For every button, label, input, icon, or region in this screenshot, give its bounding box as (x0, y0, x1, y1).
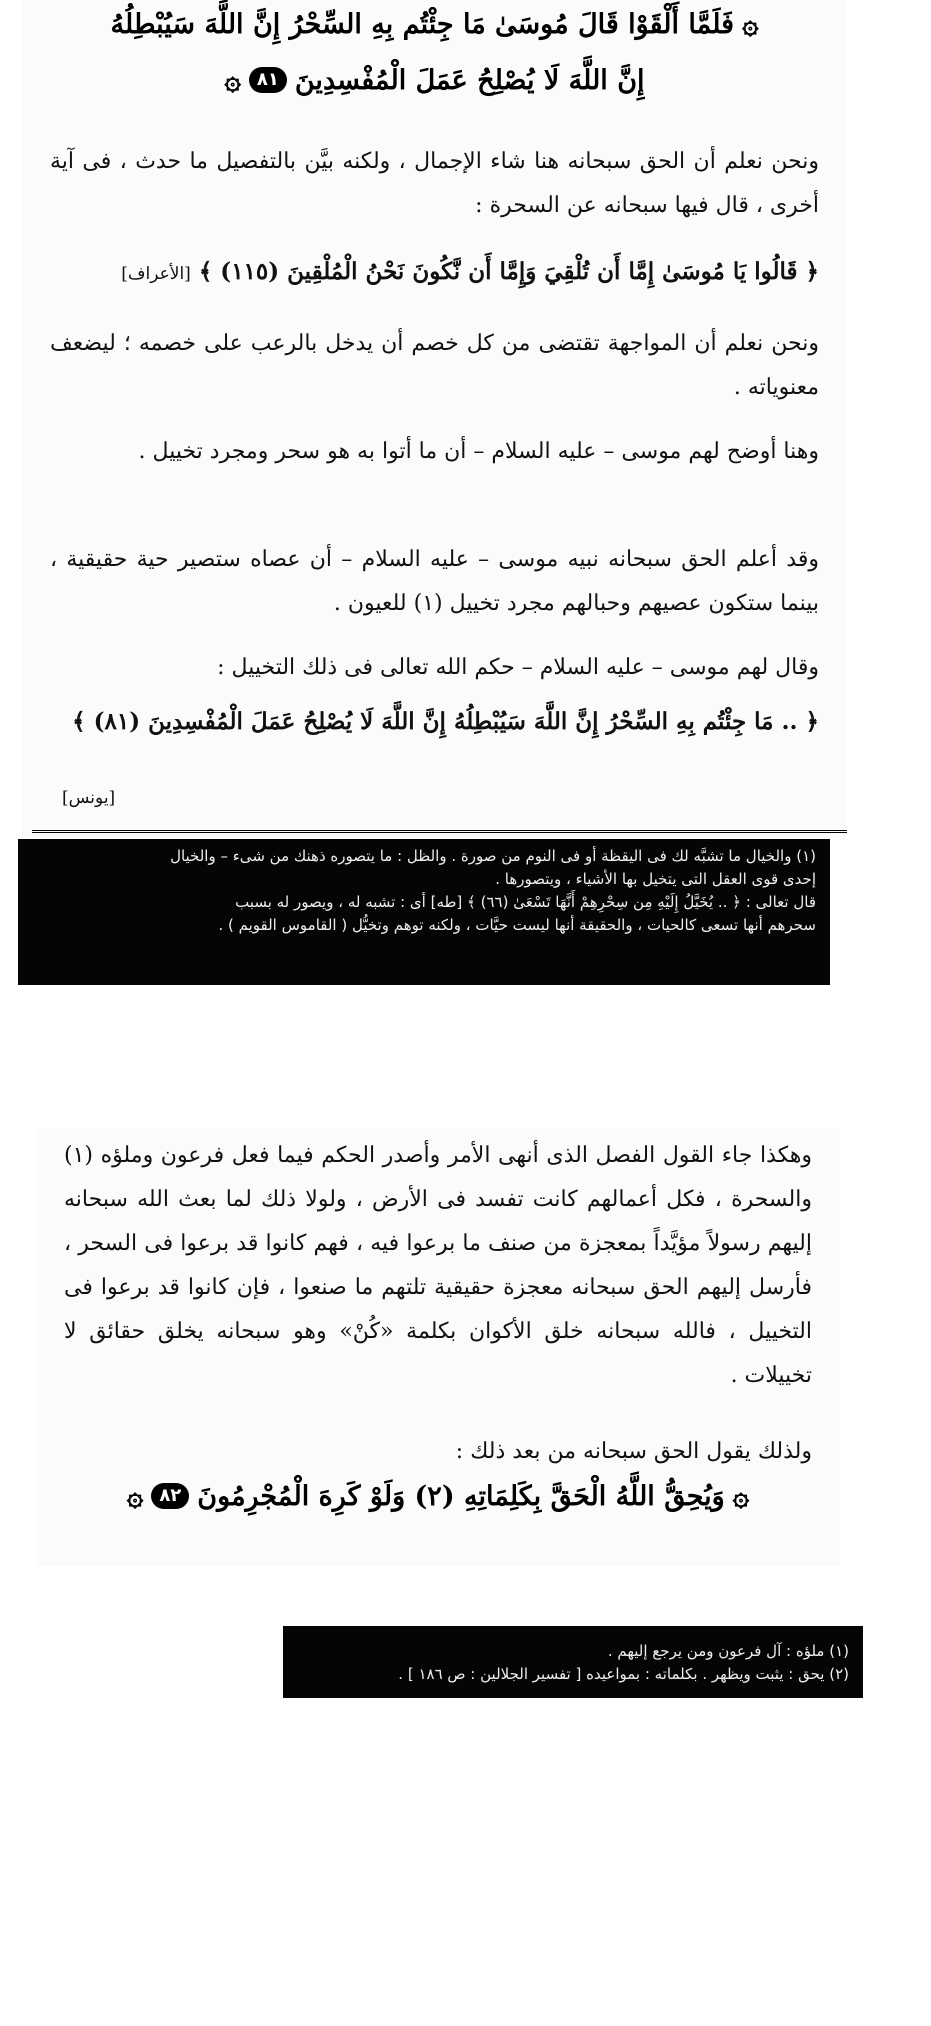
footnote-line: إحدى قوى العقل التى يتخيل بها الأشياء ، ويتصورها . (495, 870, 816, 888)
verse-text: فَلَمَّا أَلْقَوْا قَالَ مُوسَىٰ مَا جِئْتُم بِهِ السِّحْرُ إِنَّ اللَّهَ سَيُبْطِلُهُ (110, 8, 735, 40)
quranic-quote: ﴿ .. مَا جِئْتُم بِهِ السِّحْرُ إِنَّ اللَّهَ سَيُبْطِلُهُ إِنَّ اللَّهَ لَا يُصْلِحُ عَمَلَ الْمُفْسِدِينَ (٨١) ﴾ (72, 708, 819, 735)
ornament-icon: ۞ (742, 7, 759, 40)
scanned-page-1 (22, 0, 847, 840)
footnote-line: سحرهم أنها تسعى كالحيات ، والحقيقة أنها ليست حيَّات ، ولكنه توهم وتخيُّل ( القاموس القويم ) . (218, 916, 816, 934)
verse-header-line1 (22, 6, 847, 42)
footnote-line: قال تعالى : ﴿ .. يُخَيَّلُ إِلَيْهِ مِن سِحْرِهِمْ أَنَّهَا تَسْعَىٰ (٦٦) ﴾ [طه] أى : تشبه له ، ويصور له بسبب (235, 893, 816, 911)
footnote-line: (٢) يحق : يثبت ويظهر . بكلماته : بمواعيده [ تفسير الجلالين : ص ١٨٦ ] . (398, 1665, 849, 1683)
verse-number: ٨١ (249, 67, 287, 93)
footnote-line: (١) ملؤه : آل فرعون ومن يرجع إليهم . (607, 1642, 849, 1660)
quote-reference: [الأعراف] (121, 264, 191, 284)
verse-text: إِنَّ اللَّهَ لَا يُصْلِحُ عَمَلَ الْمُفْسِدِينَ (294, 64, 645, 96)
verse-header-line2 (22, 62, 847, 98)
ornament-icon: ۞ (732, 1479, 750, 1512)
verse-number: ٨٢ (151, 1483, 189, 1509)
quote-reference: [يونس] (62, 788, 116, 808)
divider (32, 830, 847, 833)
paragraph: ونحن نعلم أن الحق سبحانه هنا شاء الإجمال ، ولكنه بيَّن بالتفصيل ما حدث ، فى آية أخرى ، قال فيها سبحانه عن السحرة : (50, 149, 819, 218)
paragraph: وقد أعلم الحق سبحانه نبيه موسى – عليه السلام – أن عصاه ستصير حية حقيقية ، بينما ستكون عصيهم وحبالهم مجرد تخييل (١) للعيون . (50, 547, 819, 616)
paragraph: وهكذا جاء القول الفصل الذى أنهى الأمر وأصدر الحكم فيما فعل فرعون وملؤه (١) والسحرة ، فكل أعمالهم كانت تفسد فى الأرض ، ولولا ذلك لما بعث الله سبحانه إليهم رسولاً مؤيَّداً بمعجزة من صنف ما برعوا فيه ، فهم كانوا قد برعوا فى السحر ، فأرسل إليهم الحق سبحانه معجزة حقيقية تلتهم ما صنعوا ، فإن كانوا قد برعوا فى التخييل ، فالله سبحانه خلق الأكوان بكلمة «كُنْ» وهو سبحانه يخلق حقائق لا تخييلات . (64, 1143, 812, 1388)
ornament-icon: ۞ (126, 1479, 144, 1512)
scanned-page-2 (36, 1128, 840, 1566)
paragraph: ولذلك يقول الحق سبحانه من بعد ذلك : (455, 1439, 812, 1464)
quote-text: ﴿ قَالُوا يَا مُوسَىٰ إِمَّا أَن تُلْقِيَ وَإِمَّا أَن نَّكُونَ نَحْنُ الْمُلْقِينَ (١١٥) ﴾ (198, 258, 819, 285)
paragraph: وقال لهم موسى – عليه السلام – حكم الله تعالى فى ذلك التخييل : (217, 655, 819, 680)
ornament-icon: ۞ (224, 63, 241, 96)
paragraph: ونحن نعلم أن المواجهة تقتضى من كل خصم أن يدخل بالرعب على خصمه ؛ ليضعف معنوياته . (50, 331, 819, 400)
footnote-block (18, 839, 830, 985)
verse-text: وَيُحِقُّ اللَّهُ الْحَقَّ بِكَلِمَاتِهِ (٢) وَلَوْ كَرِهَ الْمُجْرِمُونَ (197, 1480, 725, 1512)
verse-line (36, 1478, 840, 1514)
footnote-block (283, 1626, 863, 1698)
footnote-line: (١) والخيال ما تشبَّه لك فى اليقظة أو فى النوم من صورة . والظل : ما يتصوره ذهنك من شىء – والخيال (170, 847, 816, 865)
paragraph: وهنا أوضح لهم موسى – عليه السلام – أن ما أتوا به هو سحر ومجرد تخييل . (138, 439, 819, 464)
quranic-quote (50, 250, 819, 296)
